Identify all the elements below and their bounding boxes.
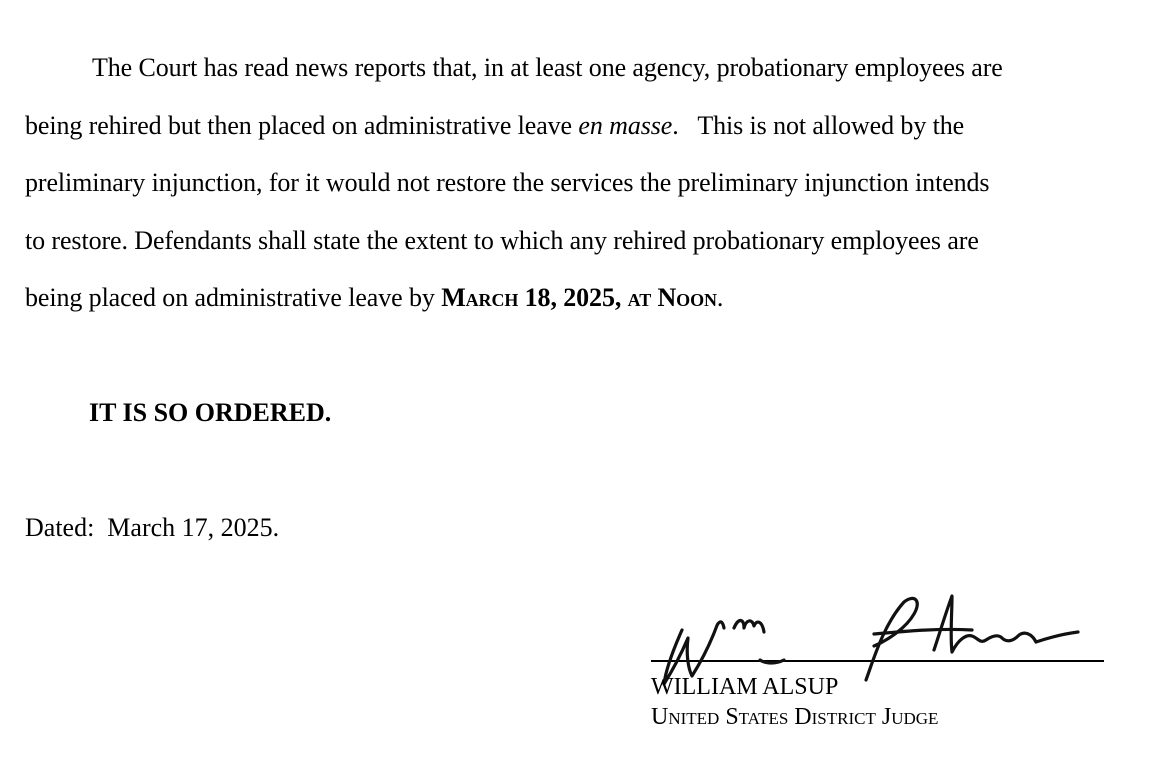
paragraph-line-5	[25, 283, 723, 313]
it-is-so-ordered: IT IS SO ORDERED.	[89, 398, 332, 427]
judge-title: United States District Judge	[651, 704, 939, 730]
dated-line: Dated: March 17, 2025.	[25, 513, 280, 542]
paragraph-line-1: The Court has read news reports that, in at least one agency, probationary employees are	[92, 53, 1003, 82]
paragraph-line-4: to restore. Defendants shall state the extent to which any rehired probationary employees are	[25, 226, 979, 255]
paragraph-line-2	[25, 111, 964, 141]
paragraph-line-5-end: .	[716, 283, 724, 312]
paragraph-line-5-start: being placed on administrative leave by	[25, 283, 442, 312]
en-masse-italic: en masse	[578, 111, 673, 140]
paragraph-line-2-start: being rehired but then placed on administrative leave	[25, 111, 579, 140]
paragraph-line-3: preliminary injunction, for it would not restore the services the preliminary injunction intends	[25, 168, 990, 197]
judge-name: WILLIAM ALSUP	[651, 674, 839, 700]
paragraph-line-2-end: . This is not allowed by the	[672, 111, 965, 140]
deadline-text: March 18, 2025, at Noon	[441, 283, 717, 312]
